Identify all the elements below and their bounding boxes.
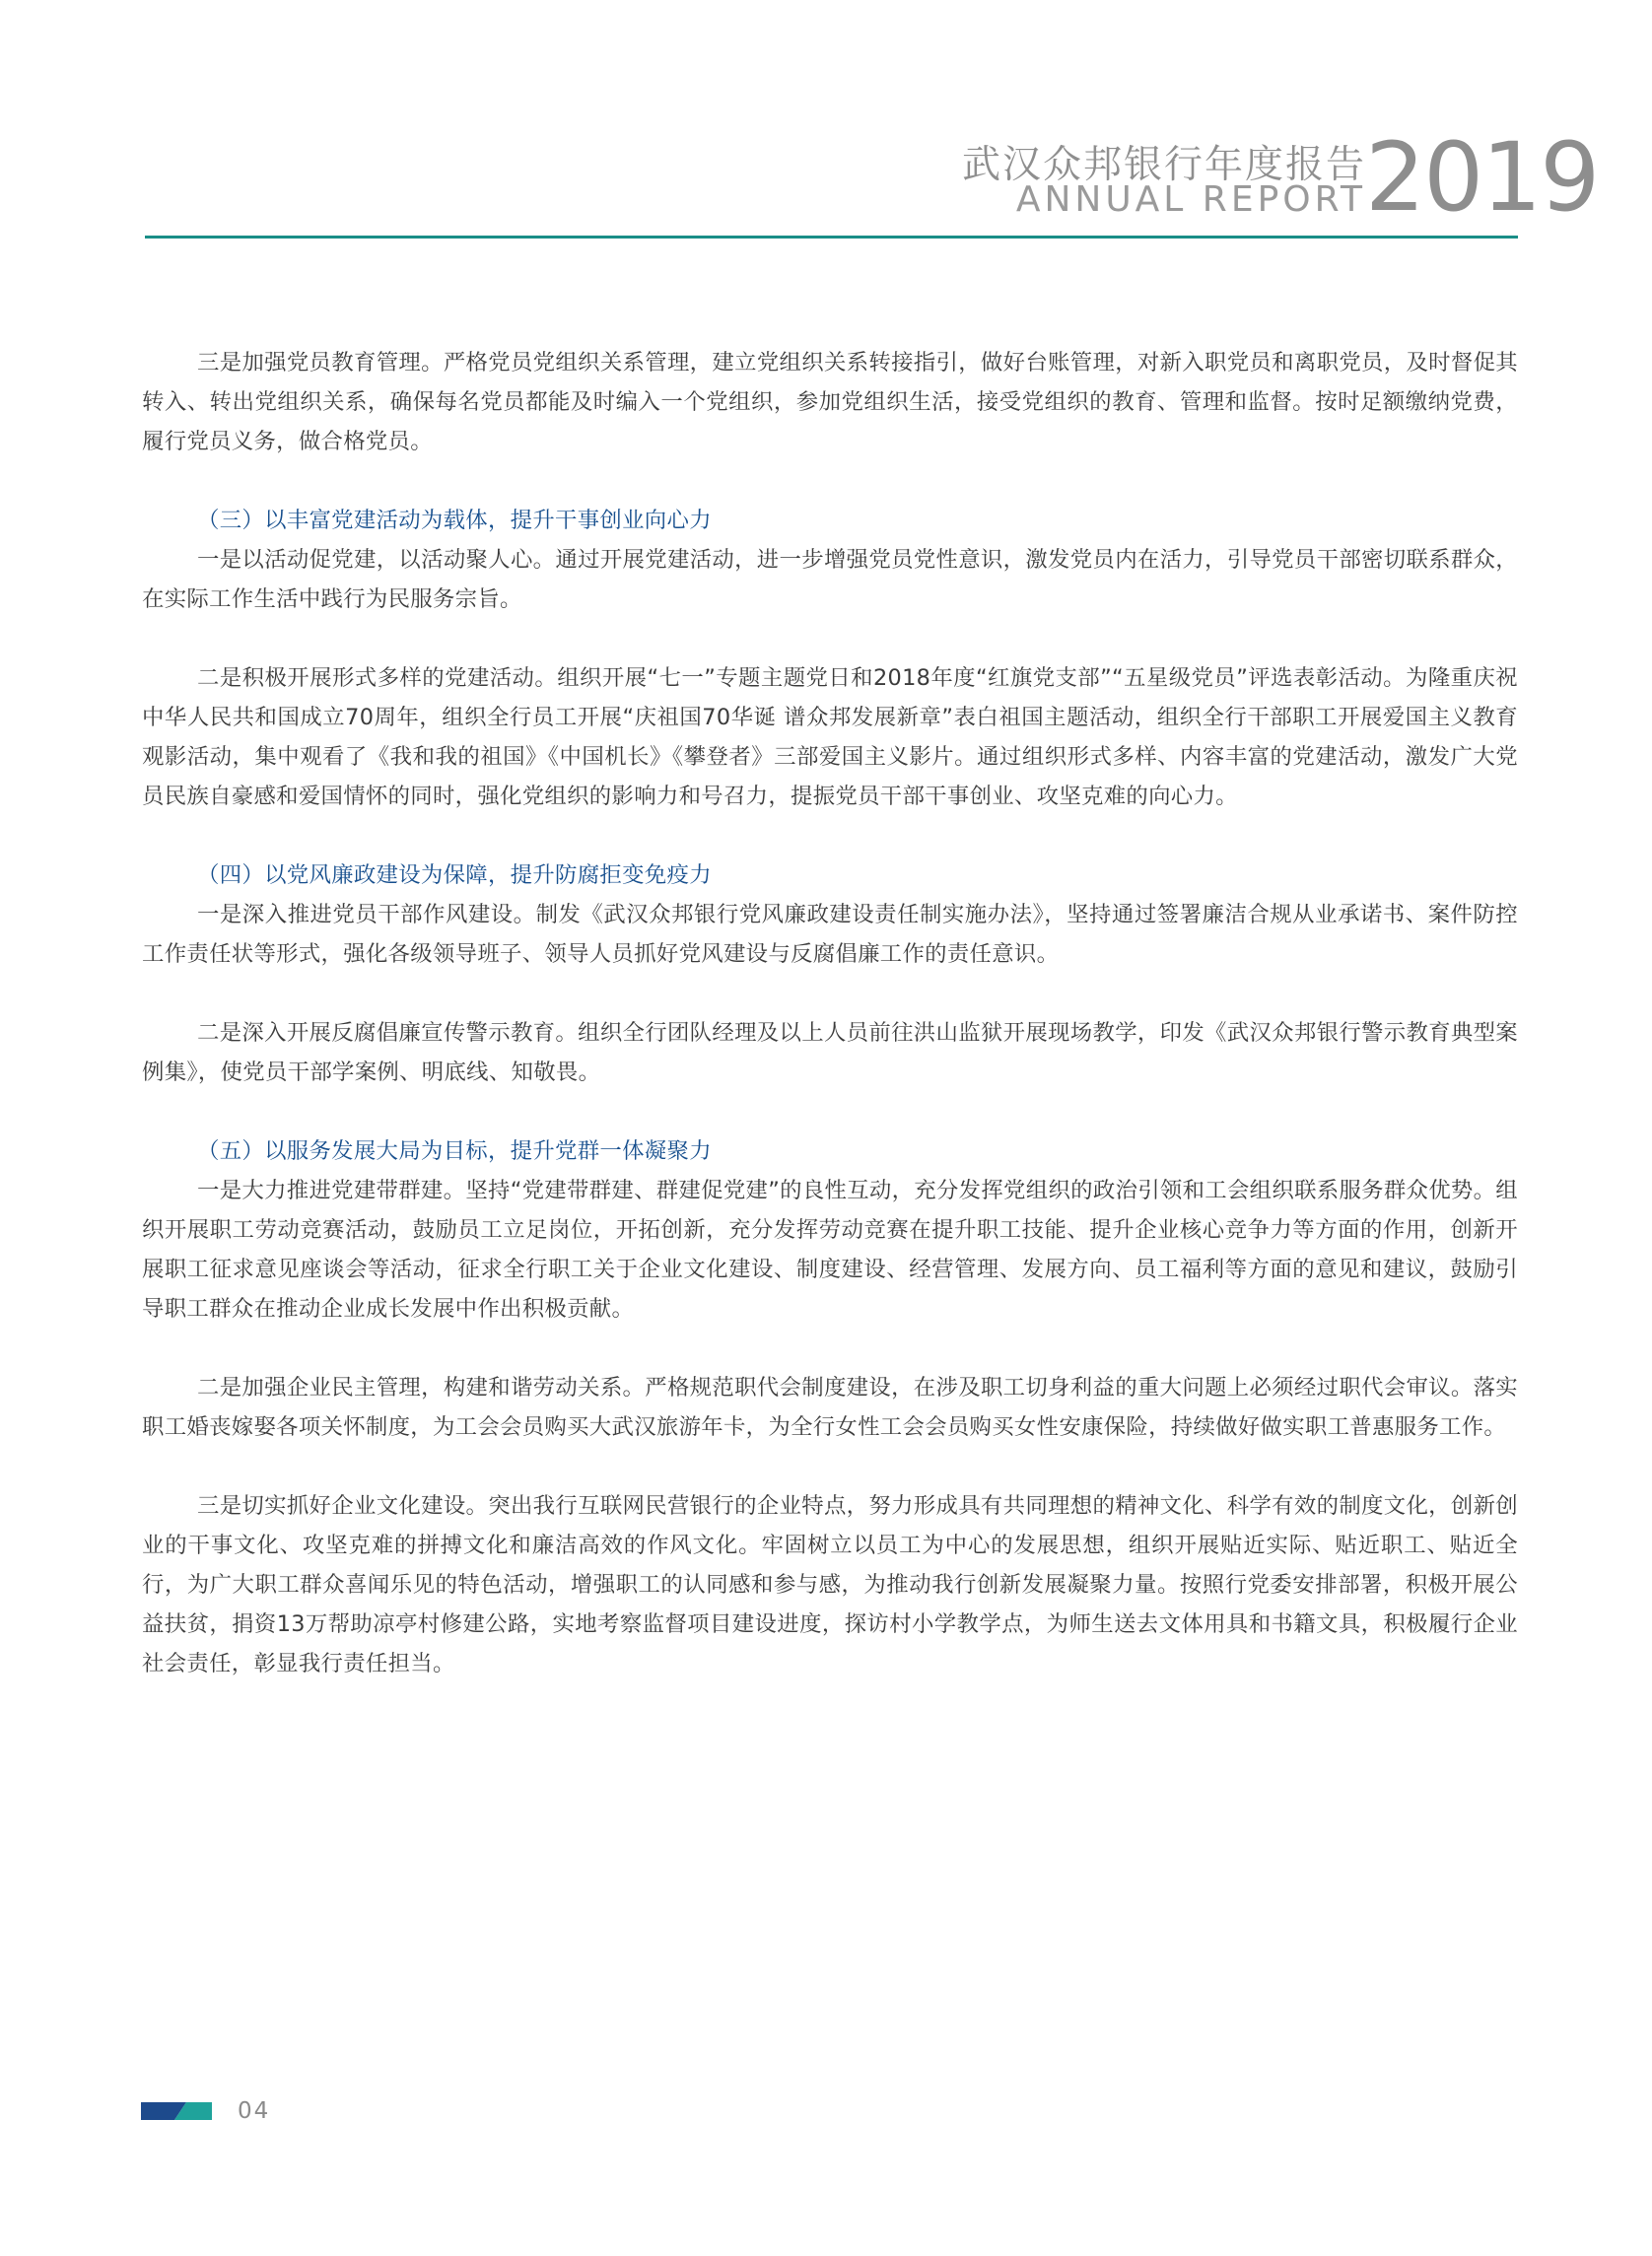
page-footer [141, 2099, 338, 2123]
paragraph: 一是大力推进党建带群建。坚持“党建带群建、群建促党建”的良性互动，充分发挥党组织的政治引领和工会组织联系服务群众优势。组织开展职工劳动竞赛活动，鼓励员工立足岗位，开拓创新，充分发挥劳动竞赛在提升职工技能、提升企业核心竞争力等方面的作用，创新开展职工征求意见座谈会等活动，征求全行职工关于企业文化建设、制度建设、经营管理、发展方向、员工福利等方面的意见和建议，鼓励引导职工群众在推动企业成长发展中作出积极贡献。 [142, 1178, 1518, 1322]
paragraph: 三是切实抓好企业文化建设。突出我行互联网民营银行的企业特点，努力形成具有共同理想的精神文化、科学有效的制度文化，创新创业的干事文化、攻坚克难的拼搏文化和廉洁高效的作风文化。牢固树立以员工为中心的发展思想，组织开展贴近实际、贴近职工、贴近全行，为广大职工群众喜闻乐见的特色活动，增强职工的认同感和参与感，为推动我行创新发展凝聚力量。按照行党委安排部署，积极开展公益扶贫，捐资13万帮助凉亭村修建公路，实地考察监督项目建设进度，探访村小学教学点，为师生送去文体用具和书籍文具，积极履行企业社会责任，彰显我行责任担当。 [142, 1493, 1518, 1676]
section-heading: （四）以党风廉政建设为保障，提升防腐拒变免疫力 [197, 862, 712, 888]
section-heading: （五）以服务发展大局为目标，提升党群一体凝聚力 [197, 1138, 712, 1164]
report-year: 2019 [1365, 122, 1599, 233]
report-title-chinese: 武汉众邦银行年度报告 [961, 143, 1366, 187]
paragraph-spacer [142, 974, 1518, 1013]
paragraph-spacer [142, 1092, 1518, 1131]
header-divider [145, 236, 1518, 239]
footer-accent-bar [141, 2102, 212, 2120]
paragraph: 一是以活动促党建，以活动聚人心。通过开展党建活动，进一步增强党员党性意识，激发党员内在活力，引导党员干部密切联系群众，在实际工作生活中践行为民服务宗旨。 [142, 547, 1518, 612]
paragraph-spacer [142, 816, 1518, 855]
paragraph: 二是积极开展形式多样的党建活动。组织开展“七一”专题主题党日和2018年度“红旗党支部”“五星级党员”评选表彰活动。为隆重庆祝中华人民共和国成立70周年，组织全行员工开展“庆祖国70华诞 谱众邦发展新章”表白祖国主题活动，组织全行干部职工开展爱国主义教育观影活动，集中观看了《我和我的祖国》《中国机长》《攀登者》三部爱国主义影片。通过组织形式多样、内容丰富的党建活动，激发广大党员民族自豪感和爱国情怀的同时，强化党组织的影响力和号召力，提振党员干部干事创业、攻坚克难的向心力。 [142, 665, 1518, 809]
paragraph: 一是深入推进党员干部作风建设。制发《武汉众邦银行党风廉政建设责任制实施办法》，坚持通过签署廉洁合规从业承诺书、案件防控工作责任状等形式，强化各级领导班子、领导人员抓好党风建设与反腐倡廉工作的责任意识。 [142, 902, 1518, 967]
paragraph-spacer [142, 461, 1518, 501]
page-number: 04 [238, 2098, 271, 2124]
report-title-english: ANNUAL REPORT [1015, 179, 1366, 220]
report-header [0, 0, 1652, 241]
paragraph-spacer [142, 619, 1518, 658]
report-body [142, 343, 1518, 1683]
paragraph: 二是深入开展反腐倡廉宣传警示教育。组织全行团队经理及以上人员前往洪山监狱开展现场教学，印发《武汉众邦银行警示教育典型案例集》，使党员干部学案例、明底线、知敬畏。 [142, 1020, 1518, 1085]
paragraph: 二是加强企业民主管理，构建和谐劳动关系。严格规范职代会制度建设，在涉及职工切身利益的重大问题上必须经过职代会审议。落实职工婚丧嫁娶各项关怀制度，为工会会员购买大武汉旅游年卡，为全行女性工会会员购买女性安康保险，持续做好做实职工普惠服务工作。 [142, 1375, 1518, 1440]
paragraph-spacer [142, 1447, 1518, 1486]
section-heading: （三）以丰富党建活动为载体，提升干事创业向心力 [197, 508, 712, 533]
paragraph-spacer [142, 1329, 1518, 1368]
paragraph: 三是加强党员教育管理。严格党员党组织关系管理，建立党组织关系转接指引，做好台账管理，对新入职党员和离职党员，及时督促其转入、转出党组织关系，确保每名党员都能及时编入一个党组织，参加党组织生活，接受党组织的教育、管理和监督。按时足额缴纳党费，履行党员义务，做合格党员。 [142, 350, 1518, 454]
